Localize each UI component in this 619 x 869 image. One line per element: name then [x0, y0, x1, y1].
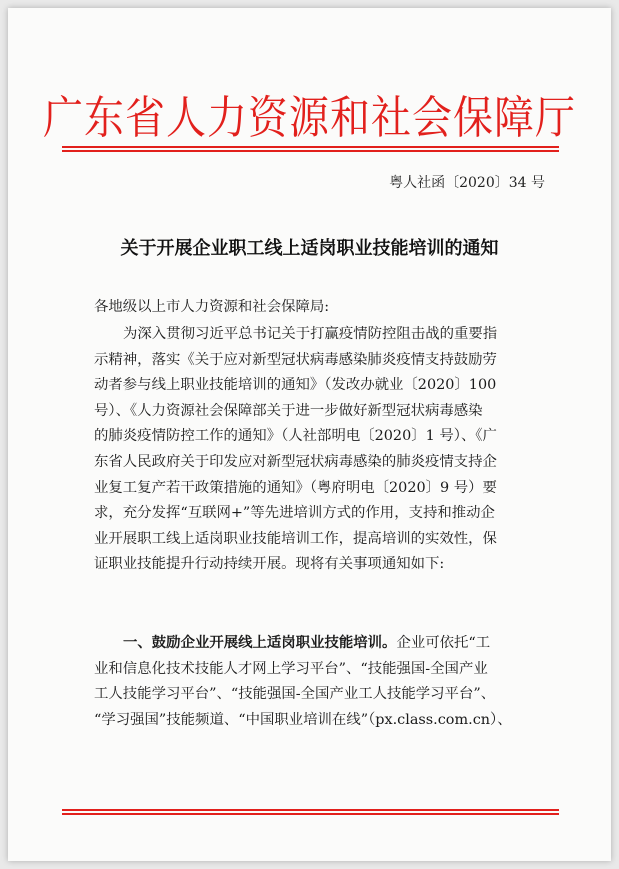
paragraph-line: [94, 630, 549, 657]
paragraph-line: 业复工复产若干政策措施的通知》（粤府明电〔2020〕9 号）要: [94, 479, 497, 496]
header-rule-top: [62, 146, 559, 148]
paragraph-section-one: [94, 630, 549, 733]
document-number: 粤人社函〔2020〕34 号: [389, 175, 545, 191]
section-text: 企业可依托“工: [396, 635, 491, 651]
paragraph-line: 业开展职工线上适岗职业技能培训工作，提高培训的实效性，保: [94, 530, 497, 547]
header-rule-bottom: [62, 150, 559, 152]
paragraph-line: 为深入贯彻习近平总书记关于打赢疫情防控阻击战的重要指: [123, 326, 498, 342]
paragraph-line: 示精神，落实《关于应对新型冠状病毒感染肺炎疫情支持鼓励劳: [94, 351, 497, 368]
paragraph-line: 的肺炎疫情防控工作的通知》（人社部明电〔2020〕1 号）、《广: [94, 428, 497, 445]
document-title: 关于开展企业职工线上适岗职业技能培训的通知: [120, 238, 499, 259]
paragraph-line: 工人技能学习平台”、“技能强国-全国产业工人技能学习平台”、: [94, 686, 496, 703]
salutation: 各地级以上市人力资源和社会保障局:: [94, 299, 330, 315]
paragraph-line: 业和信息化技术技能人才网上学习平台”、“技能强国-全国产业: [94, 660, 488, 677]
paragraph-line: “学习强国”技能频道、“中国职业培训在线”（px.class.com.cn）、: [94, 711, 512, 728]
paragraph-line: 动者参与线上职业技能培训的通知》（发改办就业〔2020〕100: [94, 377, 497, 394]
footer-rule-bottom: [62, 813, 559, 815]
paragraph-line: 证职业技能提升行动持续开展。现将有关事项通知如下:: [94, 556, 445, 573]
agency-header-title: 广东省人力资源和社会保障厅: [43, 92, 576, 145]
paragraph-line: 东省人民政府关于印发应对新型冠状病毒感染的肺炎疫情支持企: [94, 453, 497, 470]
document-page: [8, 8, 611, 861]
paragraph-intro: [94, 322, 549, 578]
paragraph-line: 求，充分发挥“互联网+”等先进培训方式的作用，支持和推动企: [94, 505, 495, 522]
paragraph-line: 号）、《人力资源社会保障部关于进一步做好新型冠状病毒感染: [94, 402, 483, 419]
section-heading: 一、鼓励企业开展线上适岗职业技能培训。: [123, 634, 397, 651]
footer-rule-top: [62, 809, 559, 811]
